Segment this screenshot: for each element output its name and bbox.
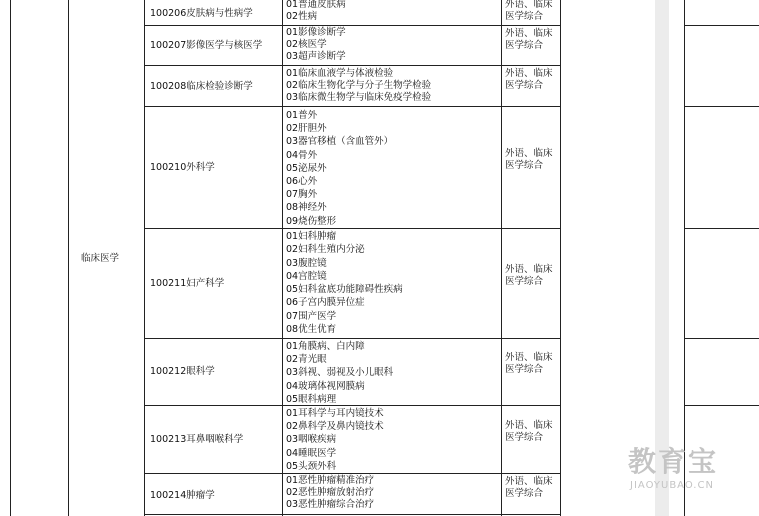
exam-subjects: 外语、临床医学综合 (505, 148, 553, 171)
direction-item: 05泌尿外 (286, 162, 327, 174)
major-code-name: 100210外科学 (150, 162, 215, 173)
column-divider (501, 0, 502, 516)
direction-item: 03斜视、弱视及小儿眼科 (286, 367, 394, 379)
direction-item: 03超声诊断学 (286, 51, 346, 62)
adjacent-row-divider (684, 338, 759, 339)
direction-item: 04宫腔镜 (286, 270, 327, 282)
direction-item: 05头颈外科 (286, 460, 337, 472)
adjacent-row-divider (684, 228, 759, 229)
direction-item: 01普通皮肤病 (286, 0, 346, 10)
exam-subjects: 外语、临床医学综合 (505, 476, 553, 499)
direction-item: 01妇科肿瘤 (286, 231, 337, 242)
research-directions (286, 230, 403, 336)
direction-item: 01临床血液学与体液检验 (286, 68, 394, 79)
direction-item: 01角膜病、白内障 (286, 341, 365, 352)
watermark-domain: JIAOYUBAO.CN (630, 480, 714, 491)
direction-item: 04玻璃体视网膜病 (286, 380, 365, 392)
direction-item: 02恶性肿瘤放射治疗 (286, 487, 375, 498)
research-directions (286, 0, 346, 23)
exam-subjects: 外语、临床医学综合 (505, 352, 553, 375)
exam-subjects: 外语、临床医学综合 (505, 68, 553, 91)
direction-item: 02肝胆外 (286, 123, 327, 135)
direction-item: 02性病 (286, 11, 318, 22)
row-divider (144, 228, 561, 229)
research-directions (286, 68, 431, 104)
direction-item: 01耳科学与耳内镜技术 (286, 408, 384, 419)
major-code-name: 100212眼科学 (150, 366, 215, 377)
direction-item: 08神经外 (286, 202, 327, 214)
direction-item: 08优生优育 (286, 324, 337, 336)
adjacent-row-divider (684, 25, 759, 26)
adjacent-row-divider (684, 405, 759, 406)
watermark-logo: 教育宝 (628, 445, 719, 478)
exam-subjects: 外语、临床医学综合 (505, 0, 553, 22)
research-directions (286, 27, 346, 63)
adjacent-page (669, 0, 759, 516)
exam-subjects: 外语、临床医学综合 (505, 28, 553, 51)
adjacent-row-divider (684, 106, 759, 107)
direction-item: 07围产医学 (286, 310, 337, 322)
row-divider (144, 473, 561, 474)
direction-item: 01影像诊断学 (286, 27, 346, 38)
direction-item: 01恶性肿瘤精准治疗 (286, 475, 375, 486)
column-divider (144, 0, 145, 516)
research-directions (286, 407, 384, 473)
direction-item: 03器官移植（含血管外） (286, 136, 394, 148)
exam-subjects: 外语、临床医学综合 (505, 264, 553, 287)
direction-item: 05眼科病理 (286, 393, 337, 405)
research-directions (286, 109, 393, 228)
direction-item: 01普外 (286, 110, 318, 121)
column-divider (560, 0, 561, 516)
direction-item: 02鼻科学及鼻内镜技术 (286, 421, 384, 433)
direction-item: 06子宫内膜异位症 (286, 297, 365, 309)
major-code-name: 100207影像医学与核医学 (150, 40, 263, 51)
exam-subjects: 外语、临床医学综合 (505, 420, 553, 443)
page-gutter (655, 0, 669, 516)
major-code-name: 100211妇产科学 (150, 278, 225, 289)
research-directions (286, 475, 374, 511)
direction-item: 02核医学 (286, 39, 327, 50)
table-border-left (10, 0, 11, 516)
major-code-name: 100213耳鼻咽喉科学 (150, 434, 244, 445)
direction-item: 02妇科生殖内分泌 (286, 244, 365, 256)
direction-item: 03咽喉疾病 (286, 434, 337, 446)
major-code-name: 100206皮肤病与性病学 (150, 8, 253, 19)
major-code-name: 100214肿瘤学 (150, 490, 215, 501)
research-directions (286, 340, 393, 406)
direction-item: 04睡眠医学 (286, 447, 337, 459)
row-divider (144, 106, 561, 107)
row-divider (144, 65, 561, 66)
column-divider (68, 0, 69, 516)
direction-item: 06心外 (286, 176, 318, 188)
adjacent-table-border (684, 0, 685, 516)
direction-item: 02临床生物化学与分子生物学检验 (286, 80, 432, 91)
direction-item: 05妇科盆底功能障碍性疾病 (286, 284, 403, 296)
direction-item: 03恶性肿瘤综合治疗 (286, 499, 375, 510)
direction-item: 03临床微生物学与临床免疫学检验 (286, 92, 432, 103)
major-code-name: 100208临床检验诊断学 (150, 81, 253, 92)
direction-item: 03腹腔镜 (286, 257, 327, 269)
direction-item: 02青光眼 (286, 354, 327, 366)
column-divider (282, 0, 283, 516)
row-divider (144, 338, 561, 339)
direction-item: 04骨外 (286, 149, 318, 161)
row-divider (144, 514, 561, 515)
direction-item: 09烧伤整形 (286, 215, 337, 227)
direction-item: 07胸外 (286, 189, 318, 201)
discipline-group-label: 临床医学 (81, 253, 120, 264)
row-divider (144, 25, 561, 26)
